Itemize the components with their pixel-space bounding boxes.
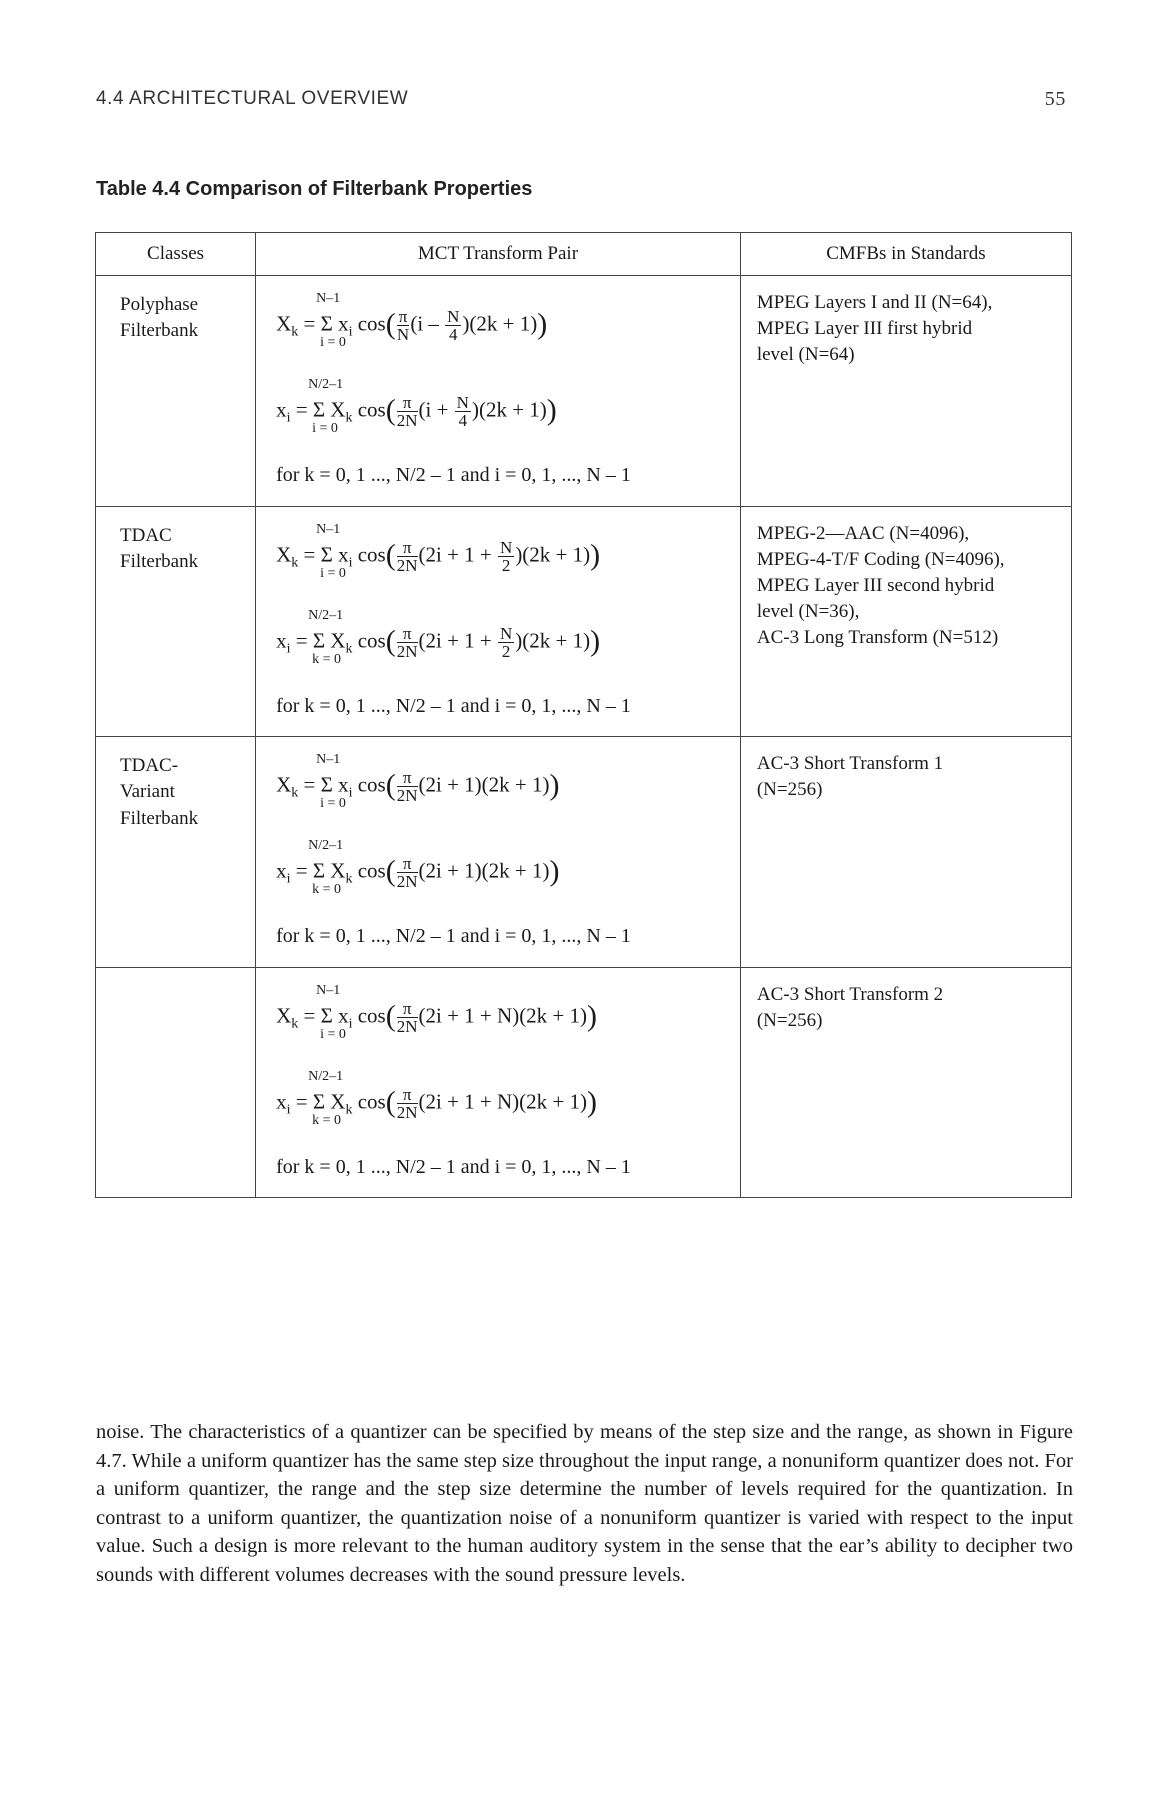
- formula-sum-subscript: k: [345, 1102, 353, 1118]
- class-cell: [96, 276, 256, 507]
- formula-cos: cos: [357, 627, 386, 652]
- sum-lower-limit: i = 0: [312, 421, 338, 436]
- formula-lhs-subscript: i: [286, 410, 291, 426]
- formula-lhs: X: [276, 1003, 292, 1028]
- standard-line: MPEG-2—AAC (N=4096),: [756, 522, 970, 544]
- transform-pair-cell: [256, 967, 741, 1198]
- formula-sum-subscript: i: [348, 1016, 353, 1032]
- sum-lower-limit: k = 0: [312, 1112, 341, 1128]
- formula-fraction: [397, 855, 418, 890]
- inner-fraction-denominator: 4: [458, 411, 468, 430]
- standard-line: MPEG-4-T/F Coding (N=4096),: [756, 548, 1005, 570]
- standards-cell: [740, 737, 1071, 968]
- formula-sum: = Σ x: [303, 541, 349, 566]
- formula-inner: (2i + 1 +: [418, 541, 498, 566]
- inverse-formula: [276, 831, 730, 917]
- standard-line: (N=256): [756, 1010, 823, 1031]
- formula-sum: = Σ x: [303, 311, 349, 336]
- formula-inner: (2i + 1 + N)(2k + 1): [418, 1089, 588, 1114]
- formula-paren-close: ): [549, 768, 560, 802]
- formula-inner: (2i + 1 +: [418, 627, 498, 652]
- running-header: [96, 88, 1066, 110]
- class-cell: [96, 506, 256, 737]
- inverse-formula: [276, 1062, 730, 1148]
- formula-lhs-subscript: k: [291, 324, 299, 340]
- transform-pair-cell: [256, 506, 741, 737]
- formula-lhs-subscript: i: [286, 1102, 291, 1118]
- formula-lhs: x: [276, 627, 287, 652]
- table-row: [96, 276, 1072, 507]
- index-range-text: for k = 0, 1 ..., N/2 – 1 and i = 0, 1, ..., N – 1: [276, 464, 631, 486]
- formula-sum-subscript: i: [348, 555, 353, 571]
- formula-fraction: [397, 1086, 418, 1121]
- class-name-line: Polyphase: [120, 294, 199, 315]
- forward-formula: [276, 745, 730, 831]
- formula-fraction: [397, 308, 410, 343]
- fraction-numerator: π: [397, 539, 418, 557]
- sum-upper-limit: N–1: [316, 521, 341, 537]
- formula-fraction: [397, 625, 418, 660]
- fraction-denominator: N: [396, 325, 410, 344]
- sum-lower-limit: k = 0: [312, 882, 341, 898]
- formula-sum: = Σ x: [303, 772, 349, 797]
- sum-upper-limit: N/2–1: [308, 838, 344, 854]
- class-cell: [96, 967, 256, 1198]
- formula-paren-open: (: [385, 854, 396, 888]
- fraction-denominator: 2N: [396, 786, 418, 806]
- sum-upper-limit: N–1: [316, 291, 341, 306]
- formula-paren-close: ): [587, 1085, 598, 1119]
- fraction-denominator: 2N: [396, 1016, 418, 1036]
- formula-sum-subscript: i: [348, 324, 353, 340]
- formula-lhs: x: [276, 1089, 287, 1114]
- formula-sum-subscript: k: [345, 410, 353, 426]
- table-header-row: [96, 233, 1072, 276]
- formula-sum-subscript: k: [345, 641, 353, 657]
- standards-cell: [740, 276, 1071, 507]
- table-row: [96, 506, 1072, 737]
- formula-inner-fraction: [445, 308, 461, 343]
- formula-paren-close: ): [587, 999, 598, 1033]
- formula-tail: )(2k + 1): [462, 311, 538, 336]
- formula-paren-open: (: [385, 768, 396, 802]
- inner-fraction-numerator: N: [500, 623, 513, 643]
- formula-lhs: X: [276, 541, 292, 566]
- formula-paren-open: (: [385, 537, 396, 571]
- column-header-classes: Classes: [96, 233, 256, 276]
- formula-cos: cos: [357, 1003, 386, 1028]
- sum-upper-limit: N–1: [316, 752, 341, 768]
- standard-line: AC-3 Short Transform 1: [756, 753, 944, 775]
- formula-inner: (i –: [410, 311, 445, 336]
- sum-lower-limit: i = 0: [320, 565, 346, 581]
- class-name-line: Variant: [120, 781, 175, 803]
- formula-paren-open: (: [385, 393, 396, 427]
- fraction-numerator: π: [397, 625, 418, 643]
- formula-cos: cos: [357, 858, 386, 883]
- formula-cos: cos: [357, 772, 386, 797]
- formula-lhs: X: [276, 311, 292, 336]
- formula-inner: (2i + 1)(2k + 1): [418, 772, 550, 797]
- standards-cell: [740, 967, 1071, 1198]
- sum-upper-limit: N/2–1: [308, 1068, 344, 1084]
- inner-fraction-numerator: N: [456, 393, 469, 412]
- filterbank-properties-table: [95, 232, 1072, 1198]
- formula-paren-close: ): [546, 393, 557, 427]
- table-body: [96, 276, 1072, 1198]
- class-name-line: Filterbank: [120, 550, 199, 572]
- formula-inner-fraction: [498, 625, 514, 660]
- formula-lhs-subscript: k: [291, 785, 299, 801]
- formula-sum: = Σ x: [303, 1003, 349, 1028]
- standard-line: MPEG Layers I and II (N=64),: [756, 292, 993, 313]
- fraction-numerator: π: [397, 855, 418, 873]
- formula-fraction: [397, 539, 418, 574]
- fraction-denominator: 2N: [396, 872, 418, 892]
- body-paragraph: noise. The characteristics of a quantizer can be specified by means of the step size and the range, as shown in Figure 4.7. While a uniform quantizer has the same step size throughout the input range, a nonuniform quantizer does not. For a uniform quantizer, the range and the step size determine the number of levels required for the quantization. In contrast to a uniform quantizer, the quantization noise of a nonuniform quantizer is varied with respect to the input value. Such a design is more relevant to the human auditory system in the sense that the ear’s ability to decipher two sounds with different volumes decreases with the sound pressure levels.: [96, 1421, 1073, 1586]
- formula-lhs: x: [276, 397, 287, 422]
- fraction-numerator: π: [397, 1000, 418, 1018]
- formula-inner: (i +: [418, 397, 454, 422]
- formula-lhs-subscript: k: [291, 555, 299, 571]
- forward-formula: [276, 515, 730, 601]
- formula-fraction: [397, 394, 418, 429]
- class-name-line: Filterbank: [120, 320, 199, 342]
- standard-line: (N=256): [756, 779, 823, 801]
- sum-lower-limit: i = 0: [320, 1026, 346, 1042]
- standard-line: MPEG Layer III second hybrid: [756, 575, 995, 597]
- formula-paren-open: (: [385, 623, 396, 657]
- table-caption: Table 4.4 Comparison of Filterbank Properties: [96, 178, 533, 200]
- formula-expression: [276, 768, 560, 812]
- index-range-text: for k = 0, 1 ..., N/2 – 1 and i = 0, 1, ..., N – 1: [276, 925, 631, 948]
- formula-sum: = Σ X: [295, 397, 346, 422]
- inverse-formula: [276, 370, 730, 456]
- class-name-line: TDAC: [120, 524, 172, 546]
- table-row: [96, 967, 1072, 1198]
- sum-lower-limit: k = 0: [312, 651, 341, 667]
- formula-cos: cos: [357, 541, 386, 566]
- formula-sum: = Σ X: [295, 1089, 346, 1114]
- formula-lhs: x: [276, 858, 287, 883]
- formula-inner: (2i + 1 + N)(2k + 1): [418, 1003, 588, 1028]
- formula-lhs-subscript: k: [291, 1016, 299, 1032]
- class-cell: [96, 737, 256, 968]
- fraction-numerator: π: [398, 307, 408, 326]
- fraction-numerator: π: [397, 769, 418, 787]
- formula-tail: )(2k + 1): [471, 397, 547, 422]
- formula-inner-fraction: [455, 394, 471, 429]
- inner-fraction-denominator: 2: [501, 641, 511, 661]
- formula-paren-close: ): [590, 537, 601, 571]
- class-name-line: Filterbank: [120, 807, 199, 829]
- fraction-denominator: 2N: [396, 411, 418, 430]
- formula-sum: = Σ X: [295, 627, 346, 652]
- standard-line: MPEG Layer III first hybrid: [756, 318, 973, 340]
- formula-sum-subscript: i: [348, 785, 353, 801]
- fraction-numerator: π: [397, 394, 418, 412]
- formula-fraction: [397, 769, 418, 804]
- formula-cos: cos: [357, 311, 386, 336]
- formula-lhs-subscript: i: [286, 871, 291, 887]
- transform-pair-cell: [256, 276, 741, 507]
- formula-tail: )(2k + 1): [515, 541, 591, 566]
- inner-fraction-numerator: N: [447, 307, 460, 326]
- formula-sum: = Σ X: [295, 858, 346, 883]
- sum-upper-limit: N/2–1: [308, 607, 344, 623]
- transform-pair-cell: [256, 737, 741, 968]
- column-header-standards: CMFBs in Standards: [740, 233, 1071, 276]
- formula-paren-close: ): [537, 307, 548, 341]
- sum-upper-limit: N/2–1: [308, 377, 344, 392]
- formula-cos: cos: [357, 397, 386, 422]
- inverse-formula: [276, 601, 730, 687]
- formula-tail: )(2k + 1): [515, 627, 591, 652]
- section-title: 4.4 ARCHITECTURAL OVERVIEW: [96, 88, 409, 109]
- inner-fraction-numerator: N: [500, 537, 513, 557]
- formula-cos: cos: [357, 1089, 386, 1114]
- index-range-text: for k = 0, 1 ..., N/2 – 1 and i = 0, 1, ..., N – 1: [276, 1155, 631, 1178]
- forward-formula: [276, 284, 730, 370]
- sum-lower-limit: i = 0: [320, 796, 346, 812]
- formula-paren-open: (: [385, 999, 396, 1033]
- fraction-numerator: π: [397, 1086, 418, 1104]
- column-header-transform-pair: MCT Transform Pair: [256, 233, 741, 276]
- sum-upper-limit: N–1: [316, 982, 341, 998]
- inner-fraction-denominator: 4: [449, 325, 458, 344]
- page-number: 55: [1044, 88, 1066, 110]
- standard-line: level (N=64): [756, 344, 855, 366]
- forward-formula: [276, 976, 730, 1062]
- inner-fraction-denominator: 2: [501, 555, 511, 575]
- index-range-text: for k = 0, 1 ..., N/2 – 1 and i = 0, 1, ..., N – 1: [276, 694, 631, 717]
- formula-paren-open: (: [385, 1085, 396, 1119]
- formula-paren-close: ): [549, 854, 560, 888]
- standard-line: AC-3 Short Transform 2: [756, 983, 944, 1005]
- formula-sum-subscript: k: [345, 871, 353, 887]
- sum-lower-limit: i = 0: [320, 335, 346, 350]
- formula-lhs-subscript: i: [286, 641, 291, 657]
- formula-lhs: X: [276, 772, 292, 797]
- formula-paren-open: (: [385, 307, 396, 341]
- formula-inner-fraction: [498, 539, 514, 574]
- fraction-denominator: 2N: [396, 641, 418, 661]
- standards-cell: [740, 506, 1071, 737]
- fraction-denominator: 2N: [396, 1102, 418, 1122]
- fraction-denominator: 2N: [396, 555, 418, 575]
- table-row: [96, 737, 1072, 968]
- formula-fraction: [397, 1000, 418, 1035]
- standard-line: AC-3 Long Transform (N=512): [756, 627, 999, 649]
- formula-expression: [276, 308, 547, 348]
- formula-inner: (2i + 1)(2k + 1): [418, 858, 550, 883]
- class-name-line: TDAC-: [120, 755, 179, 777]
- standard-line: level (N=36),: [756, 601, 860, 623]
- formula-paren-close: ): [590, 623, 601, 657]
